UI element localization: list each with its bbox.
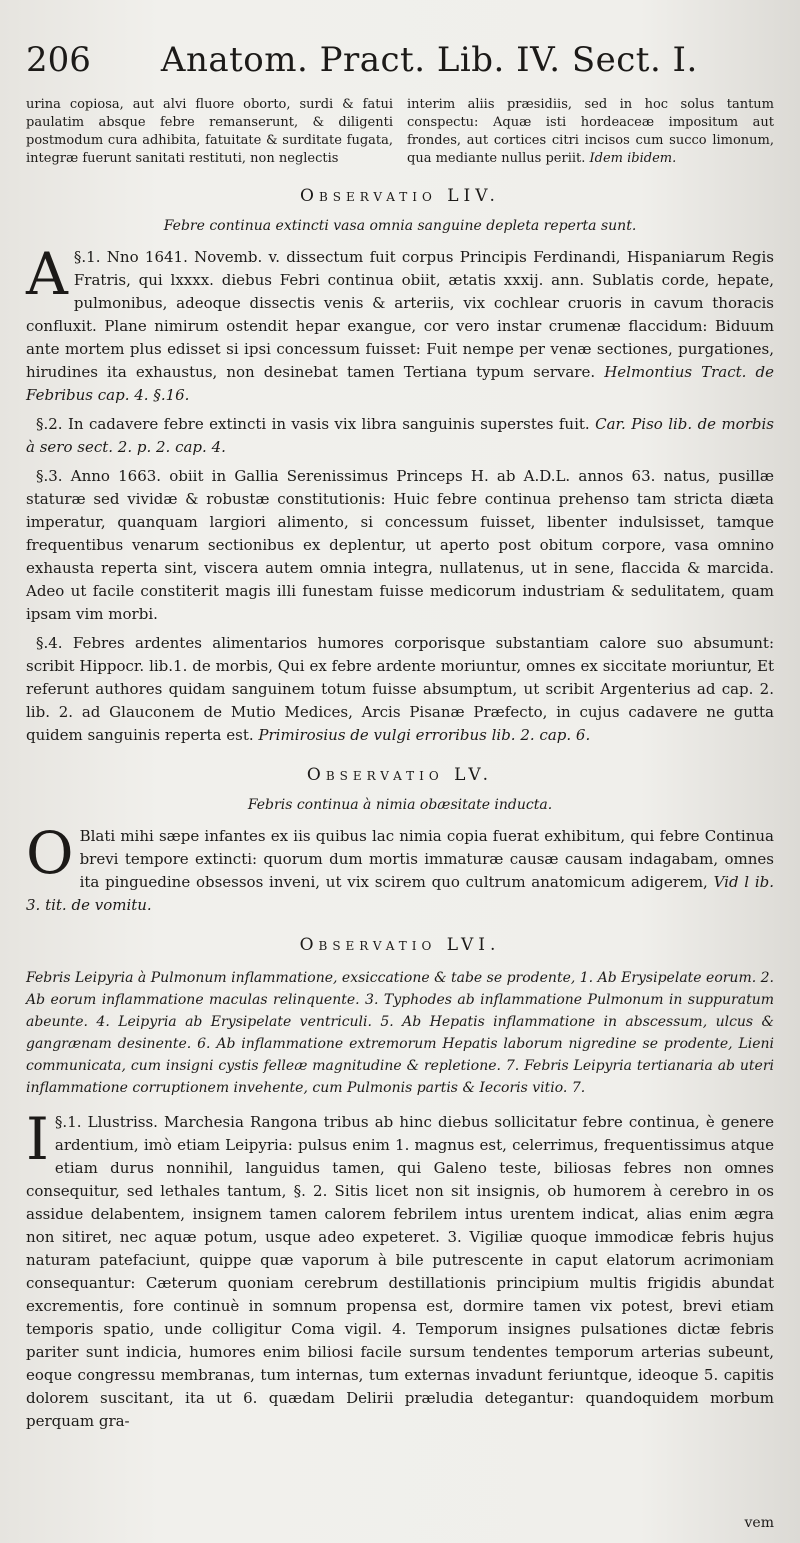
- left-column: [26, 96, 393, 168]
- observation-55-paragraph: [26, 819, 774, 917]
- page-number: 206: [26, 40, 91, 80]
- observation-54-paragraph-4: [26, 632, 774, 747]
- paragraph-text: Nno 1641. Novemb. v. dissectum fuit corpus Principis Ferdinandi, Hispaniarum Regis Fratris, qui lxxxx. diebus Febri continua obiit, ætatis xxxij. ann. Sublatis corde, hepate, pulmonibus, adeoque dissectis venis & arteriis, vix cochlear cruoris in cavum thoracis confluxit. Plane nimirum ostendit hepar exangue, cor vero instar crumenæ flaccidum: Biduum ante mortem plus edisset si ipsi concessum fuisset: Fuit nempe per venæ sectiones, purgationes, hirudines ita exhaustus, non desinebat tamen Tertiana typum servare.: [26, 248, 774, 381]
- citation: Primirosius de vulgi erroribus lib. 2. cap. 6.: [258, 726, 591, 744]
- paragraph-text: §.4. Febres ardentes alimentarios humores corporisque substantiam calore suo absumunt: scribit Hippocr. lib.1. de morbis, Qui ex febre ardente moriuntur, omnes ex siccitate moriuntur, Et referunt authores quidam sanguinem totum fuisse absumptum, ut scribit Argenterius ad cap. 2. lib. 2. ad Glauconem de Mutio Medices, Arcis Pisanæ Præfecto, in cujus cadavere ne gutta quidem sanguinis reperta est.: [26, 634, 774, 744]
- continued-text-columns: [26, 96, 774, 168]
- observation-56-paragraph-1: [26, 1105, 774, 1433]
- observation-54-paragraph-1: [26, 240, 774, 407]
- drop-cap: I: [26, 1105, 49, 1173]
- paragraph-text: §.2. In cadavere febre extincti in vasis vix libra sanguinis superstes fuit.: [36, 415, 590, 433]
- observation-55-heading: Observatio LV.: [306, 765, 494, 785]
- right-column-text: interim aliis præsidiis, sed in hoc solus tantum conspectu: Aquæ isti hordeaceæ impositum aut frondes, aut cortices citri incisos cum succo limonum, qua mediante nullus periit.: [407, 97, 774, 166]
- observation-55-summary: Febris continua à nimia obæsitate inducta.: [247, 797, 553, 813]
- right-column-citation: Idem ibidem.: [589, 151, 677, 166]
- drop-cap: O: [26, 819, 74, 887]
- paragraph-text: §.3. Anno 1663. obiit in Gallia Serenissimus Princeps H. ab A.D.L. annos 63. natus, pusillæ staturæ sed vividæ & robustæ constitutionis: Huic febre continua prehenso tam stricta diæta imperatur, quanquam largiori alimento, si concessum fuisset, libenter indulsisset, tamque frequentibus venarum sectionibus ex deplentur, ut aperto post obitum corpore, vasa omnino exhausta reperta sint, viscera autem omnia integra, nullatenus, ut in sene, flaccida & marcida. Adeo ut facile constiterit magis illi funestam fuisse medicorum industriam & sedulitatem, quam ipsam vim morbi.: [26, 467, 774, 623]
- running-header: [26, 40, 774, 96]
- citation: Car. Piso lib. de morbis à sero sect. 2. p. 2. cap. 4.: [26, 415, 774, 456]
- observation-54-summary: Febre continua extincti vasa omnia sanguine depleta reperta sunt.: [163, 218, 637, 234]
- section-number: §.1.: [73, 248, 101, 266]
- drop-cap: A: [26, 240, 68, 308]
- section-number: §.1.: [54, 1113, 82, 1131]
- observation-54-paragraph-3: [26, 465, 774, 626]
- paragraph-text: Llustriss. Marchesia Rangona tribus ab hinc diebus sollicitatur febre continua, è genere ardentium, imò etiam Leipyria: pulsus enim 1. magnus est, celerrimus, frequentissimus atque etiam durus nonnihil, languidus tamen, qui Galeno teste, biliosas febres non omnes consequitur, sed lethales tantum, §. 2. Sitis licet non sit insignis, ob humorem à cerebro in os assidue delabentem, insignem tamen calorem febrilem intus urentem indicat, alias enim ægra non sitiret, nec aquæ potum, usque adeo expeteret. 3. Vigiliæ quoque immodicæ febris hujus naturam patefaciunt, quippe quæ vaporum à bile putrescente in caput elatorum acrimoniam consequantur: Cæterum quoniam cerebrum destillationis principium multis frigidis abundat excrementis, fore continuè in somnum propensa est, dormire tamen vix potest, brevi etiam temporis spatio, unde colligitur Coma vigil. 4. Temporum insignes pulsationes dictæ febris pariter sunt indicia, humores enim biliosi facile sursum tendentes temporum arterias subeunt, eoque congressu membranas, tum internas, tum externas invadunt feriuntque, ideoque 5. capitis dolorem suscitant, ita ut 6. quædam Delirii præludia detegantur: quandoquidem morbum perquam gra-: [26, 1113, 774, 1430]
- running-title: Anatom. Pract. Lib. IV. Sect. I.: [160, 40, 698, 80]
- left-column-text: urina copiosa, aut alvi fluore oborto, surdi & fatui paulatim absque febre remanserunt, & diligenti postmodum cura adhibita, fatuitate & surditate fugata, integræ fuerunt sanitati restituti, non neglectis: [26, 97, 393, 166]
- observation-56-heading: Observatio LVI.: [299, 935, 501, 955]
- observation-54-heading: Observatio LIV.: [300, 186, 500, 206]
- observation-56-contents: Febris Leipyria à Pulmonum inflammatione, exsiccatione & tabe se prodente, 1. Ab Erysipelate eorum. 2. Ab eorum inflammatione maculas relinquente. 3. Typhodes ab inflammatione Pulmonum in suppuratum abeunte. 4. Leipyria ab Erysipelate ventriculi. 5. Ab Hepatis inflammatione in abscessum, ulcus & gangrænam desinente. 6. Ab inflammatione extremorum Hepatis laborum nigredine se prodente, Lieni communicata, cum insigni cystis felleæ magnitudine & repletione. 7. Febris Leipyria tertianaria ab uteri inflammatione corruptionem invehente, cum Pulmonis partis & Iecoris vitio. 7.: [26, 970, 774, 1096]
- catchword: vem: [744, 1515, 774, 1531]
- paragraph-text: Blati mihi sæpe infantes ex iis quibus lac nimia copia fuerat exhibitum, qui febre Continua brevi tempore extincti: quorum dum mortis immaturæ causæ causam indagabam, omnes ita pinguedine obsessos inveni, ut vix scirem quo cultrum anatomicum adigerem,: [79, 827, 774, 891]
- observation-54-paragraph-2: [26, 413, 774, 459]
- citation: Helmontius Tract. de Febribus cap. 4. §.16.: [26, 363, 774, 404]
- citation: Vid l ib. 3. tit. de vomitu.: [26, 873, 774, 914]
- right-column: [407, 96, 774, 168]
